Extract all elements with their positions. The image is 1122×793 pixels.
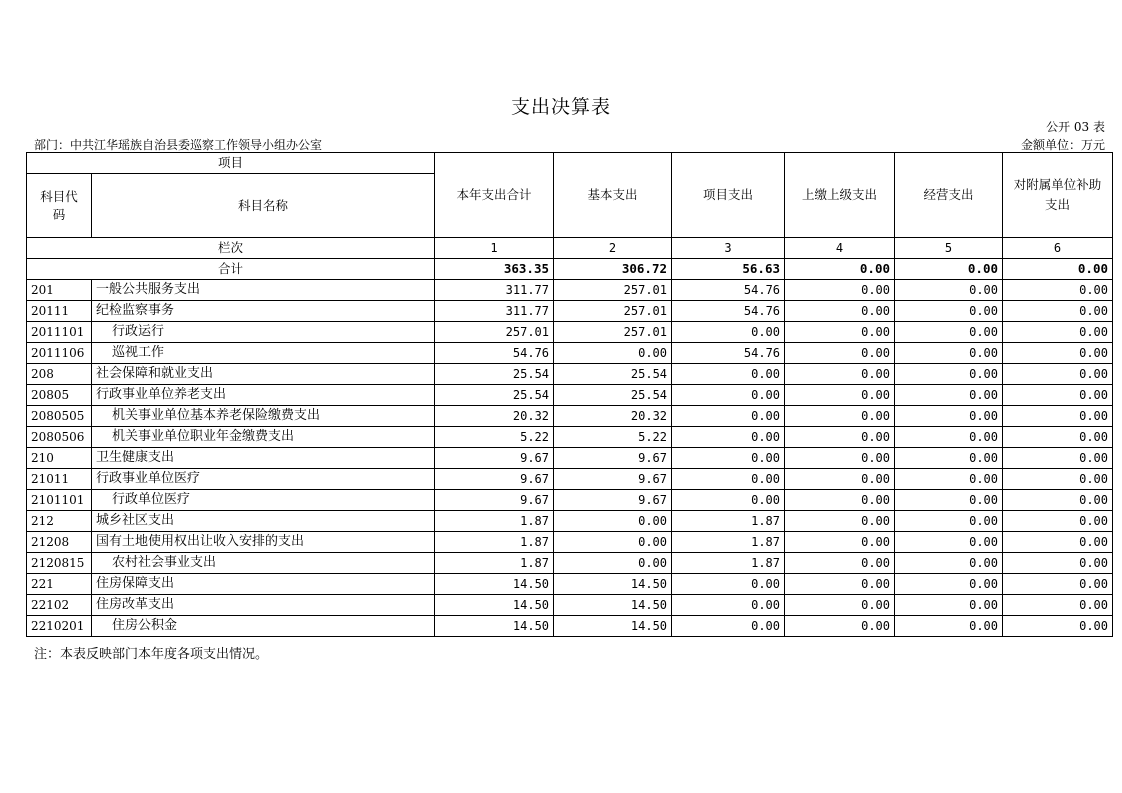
table-row (27, 511, 1113, 532)
table-row (27, 301, 1113, 322)
amount-cell: 0.00 (672, 490, 785, 511)
amount-cell: 0.00 (1003, 616, 1113, 637)
table-row (27, 343, 1113, 364)
amount-cell: 0.00 (672, 616, 785, 637)
amount-cell: 14.50 (554, 616, 672, 637)
subject-code: 221 (27, 574, 92, 595)
table-row (27, 616, 1113, 637)
amount-cell: 14.50 (435, 574, 554, 595)
amount-cell: 0.00 (895, 616, 1003, 637)
amount-cell: 0.00 (672, 574, 785, 595)
table-row (27, 490, 1113, 511)
amount-cell: 1.87 (672, 532, 785, 553)
amount-cell: 0.00 (672, 448, 785, 469)
amount-cell: 0.00 (785, 553, 895, 574)
amount-cell: 0.00 (895, 511, 1003, 532)
amount-cell: 9.67 (554, 448, 672, 469)
amount-cell: 0.00 (1003, 301, 1113, 322)
amount-cell: 0.00 (785, 364, 895, 385)
total-value: 306.72 (554, 259, 672, 280)
subject-name: 住房保障支出 (92, 574, 435, 595)
amount-cell: 0.00 (785, 343, 895, 364)
subject-code: 208 (27, 364, 92, 385)
amount-cell: 0.00 (672, 469, 785, 490)
amount-cell: 14.50 (554, 574, 672, 595)
header-subsidy: 对附属单位补助支出 (1003, 153, 1113, 238)
subject-name: 国有土地使用权出让收入安排的支出 (92, 532, 435, 553)
amount-cell: 0.00 (672, 385, 785, 406)
column-number: 3 (672, 238, 785, 259)
table-note: 注：本表反映部门本年度各项支出情况。 (34, 647, 269, 662)
amount-cell: 0.00 (785, 448, 895, 469)
amount-cell: 0.00 (672, 595, 785, 616)
amount-cell: 0.00 (554, 511, 672, 532)
table-row (27, 553, 1113, 574)
column-number-label: 栏次 (27, 238, 435, 259)
amount-cell: 0.00 (895, 343, 1003, 364)
header-total: 本年支出合计 (435, 153, 554, 238)
amount-cell: 0.00 (895, 280, 1003, 301)
column-number-row (27, 238, 1113, 259)
subject-code: 212 (27, 511, 92, 532)
amount-cell: 0.00 (554, 343, 672, 364)
table-row (27, 364, 1113, 385)
amount-cell: 20.32 (554, 406, 672, 427)
amount-cell: 5.22 (554, 427, 672, 448)
total-row (27, 259, 1113, 280)
amount-cell: 9.67 (554, 490, 672, 511)
amount-cell: 0.00 (785, 490, 895, 511)
amount-cell: 0.00 (895, 448, 1003, 469)
table-row (27, 469, 1113, 490)
department-label: 部门：中共江华瑶族自治县委巡察工作领导小组办公室 (34, 138, 323, 152)
subject-name: 农村社会事业支出 (92, 553, 435, 574)
amount-cell: 0.00 (672, 406, 785, 427)
subject-name: 巡视工作 (92, 343, 435, 364)
total-value: 56.63 (672, 259, 785, 280)
table-row (27, 280, 1113, 301)
amount-cell: 54.76 (672, 301, 785, 322)
amount-cell: 0.00 (672, 427, 785, 448)
subject-code: 20111 (27, 301, 92, 322)
subject-name: 纪检监察事务 (92, 301, 435, 322)
amount-cell: 0.00 (785, 511, 895, 532)
column-number: 1 (435, 238, 554, 259)
table-row (27, 322, 1113, 343)
subject-code: 2080506 (27, 427, 92, 448)
amount-cell: 0.00 (1003, 553, 1113, 574)
total-value: 0.00 (1003, 259, 1113, 280)
amount-cell: 0.00 (895, 469, 1003, 490)
amount-cell: 0.00 (895, 385, 1003, 406)
amount-cell: 0.00 (1003, 511, 1113, 532)
subject-code: 2011101 (27, 322, 92, 343)
amount-cell: 0.00 (1003, 490, 1113, 511)
column-number: 4 (785, 238, 895, 259)
amount-cell: 0.00 (1003, 595, 1113, 616)
amount-cell: 257.01 (435, 322, 554, 343)
amount-cell: 0.00 (785, 280, 895, 301)
subject-name: 住房公积金 (92, 616, 435, 637)
subject-code: 21208 (27, 532, 92, 553)
subject-name: 行政单位医疗 (92, 490, 435, 511)
amount-cell: 1.87 (435, 553, 554, 574)
amount-cell: 9.67 (435, 448, 554, 469)
page-title: 支出决算表 (510, 96, 611, 118)
amount-cell: 257.01 (554, 301, 672, 322)
table-row (27, 448, 1113, 469)
total-label: 合计 (27, 259, 435, 280)
subject-code: 2080505 (27, 406, 92, 427)
subject-code: 201 (27, 280, 92, 301)
subject-code: 2011106 (27, 343, 92, 364)
table-row (27, 385, 1113, 406)
amount-cell: 0.00 (895, 595, 1003, 616)
table-row (27, 574, 1113, 595)
amount-cell: 0.00 (785, 469, 895, 490)
table-row (27, 427, 1113, 448)
amount-cell: 14.50 (435, 595, 554, 616)
amount-cell: 0.00 (1003, 280, 1113, 301)
amount-cell: 54.76 (672, 343, 785, 364)
amount-cell: 9.67 (435, 490, 554, 511)
subject-code: 210 (27, 448, 92, 469)
amount-cell: 0.00 (785, 385, 895, 406)
total-value: 363.35 (435, 259, 554, 280)
amount-cell: 0.00 (785, 406, 895, 427)
amount-cell: 0.00 (895, 301, 1003, 322)
subject-name: 卫生健康支出 (92, 448, 435, 469)
amount-cell: 0.00 (895, 574, 1003, 595)
subject-name: 机关事业单位基本养老保险缴费支出 (92, 406, 435, 427)
amount-cell: 9.67 (554, 469, 672, 490)
amount-cell: 20.32 (435, 406, 554, 427)
amount-cell: 25.54 (554, 364, 672, 385)
expenditure-table (26, 152, 1113, 637)
subject-code: 22102 (27, 595, 92, 616)
amount-cell: 25.54 (435, 385, 554, 406)
subject-code: 20805 (27, 385, 92, 406)
amount-cell: 1.87 (435, 511, 554, 532)
amount-cell: 54.76 (672, 280, 785, 301)
amount-cell: 0.00 (672, 322, 785, 343)
header-project: 项目支出 (672, 153, 785, 238)
amount-cell: 0.00 (1003, 427, 1113, 448)
subject-name: 行政事业单位医疗 (92, 469, 435, 490)
amount-cell: 14.50 (435, 616, 554, 637)
amount-cell: 0.00 (785, 532, 895, 553)
header-basic: 基本支出 (554, 153, 672, 238)
amount-cell: 0.00 (554, 532, 672, 553)
total-value: 0.00 (785, 259, 895, 280)
amount-cell: 0.00 (785, 616, 895, 637)
column-number: 5 (895, 238, 1003, 259)
amount-cell: 0.00 (1003, 364, 1113, 385)
amount-cell: 0.00 (1003, 322, 1113, 343)
subject-name: 行政运行 (92, 322, 435, 343)
amount-cell: 0.00 (785, 427, 895, 448)
header-item: 项目 (27, 153, 435, 174)
header-name: 科目名称 (92, 174, 435, 238)
subject-name: 机关事业单位职业年金缴费支出 (92, 427, 435, 448)
amount-cell: 0.00 (1003, 385, 1113, 406)
amount-cell: 25.54 (435, 364, 554, 385)
amount-unit-label: 金额单位：万元 (1020, 138, 1105, 152)
table-row (27, 532, 1113, 553)
amount-cell: 0.00 (785, 595, 895, 616)
header-remit: 上缴上级支出 (785, 153, 895, 238)
form-code: 公开 03 表 (1046, 120, 1105, 134)
header-business: 经营支出 (895, 153, 1003, 238)
amount-cell: 1.87 (672, 553, 785, 574)
amount-cell: 0.00 (554, 553, 672, 574)
subject-code: 2101101 (27, 490, 92, 511)
subject-name: 城乡社区支出 (92, 511, 435, 532)
amount-cell: 5.22 (435, 427, 554, 448)
amount-cell: 311.77 (435, 280, 554, 301)
amount-cell: 257.01 (554, 280, 672, 301)
amount-cell: 0.00 (785, 574, 895, 595)
amount-cell: 0.00 (895, 322, 1003, 343)
amount-cell: 0.00 (1003, 406, 1113, 427)
amount-cell: 0.00 (785, 301, 895, 322)
subject-code: 2120815 (27, 553, 92, 574)
subject-name: 行政事业单位养老支出 (92, 385, 435, 406)
amount-cell: 0.00 (1003, 469, 1113, 490)
amount-cell: 0.00 (672, 364, 785, 385)
amount-cell: 0.00 (895, 553, 1003, 574)
amount-cell: 257.01 (554, 322, 672, 343)
amount-cell: 0.00 (895, 406, 1003, 427)
amount-cell: 1.87 (435, 532, 554, 553)
subject-code: 2210201 (27, 616, 92, 637)
amount-cell: 54.76 (435, 343, 554, 364)
amount-cell: 0.00 (785, 322, 895, 343)
table-row (27, 406, 1113, 427)
subject-code: 21011 (27, 469, 92, 490)
header-code: 科目代码 (27, 174, 92, 238)
amount-cell: 9.67 (435, 469, 554, 490)
amount-cell: 0.00 (1003, 532, 1113, 553)
subject-name: 一般公共服务支出 (92, 280, 435, 301)
amount-cell: 1.87 (672, 511, 785, 532)
column-number: 2 (554, 238, 672, 259)
amount-cell: 0.00 (895, 532, 1003, 553)
total-value: 0.00 (895, 259, 1003, 280)
table-row (27, 595, 1113, 616)
amount-cell: 0.00 (895, 364, 1003, 385)
amount-cell: 0.00 (895, 490, 1003, 511)
amount-cell: 0.00 (895, 427, 1003, 448)
amount-cell: 0.00 (1003, 448, 1113, 469)
amount-cell: 311.77 (435, 301, 554, 322)
subject-name: 社会保障和就业支出 (92, 364, 435, 385)
amount-cell: 0.00 (1003, 574, 1113, 595)
amount-cell: 25.54 (554, 385, 672, 406)
amount-cell: 0.00 (1003, 343, 1113, 364)
column-number: 6 (1003, 238, 1113, 259)
subject-name: 住房改革支出 (92, 595, 435, 616)
amount-cell: 14.50 (554, 595, 672, 616)
